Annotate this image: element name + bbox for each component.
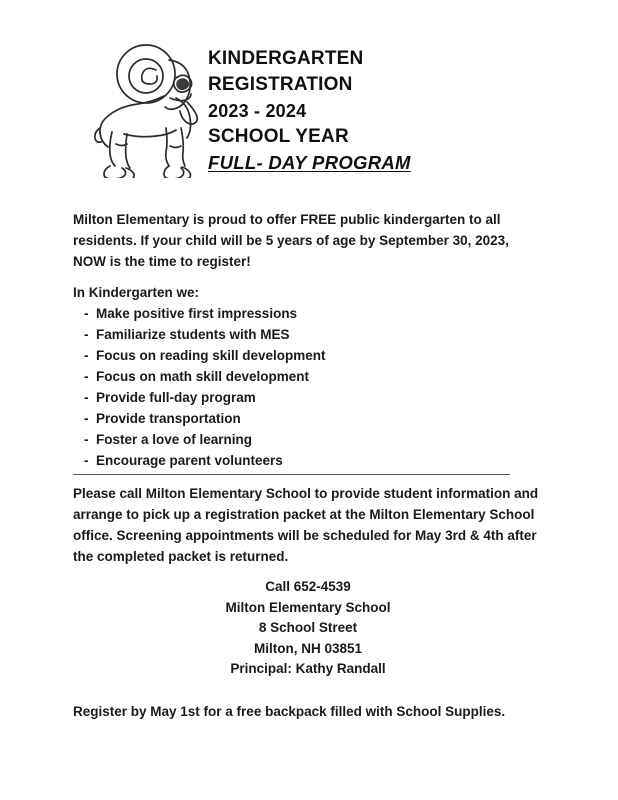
list-item bbox=[73, 345, 543, 366]
bullet-dash-icon: - bbox=[84, 348, 89, 363]
list-item-label: Focus on math skill development bbox=[96, 369, 310, 384]
contact-city-state-zip: Milton, NH 03851 bbox=[253, 640, 363, 656]
header-line-registration: REGISTRATION bbox=[208, 74, 353, 95]
ram-mascot-icon bbox=[86, 36, 208, 178]
header-title-block bbox=[208, 46, 538, 176]
header-line-school-year-range: 2023 - 2024 bbox=[208, 101, 307, 121]
kindergarten-benefits-list bbox=[73, 303, 543, 471]
list-item-label: Make positive first impressions bbox=[96, 306, 298, 321]
list-item-label: Provide transportation bbox=[96, 411, 241, 426]
call-to-action-paragraph: Please call Milton Elementary School to provide student information and arrange to pick up a registration packet at the Milton Elementary School office. Screening appointments will be scheduled for May 3rd & 4th after the completed packet is returned. bbox=[73, 486, 539, 564]
bullet-dash-icon: - bbox=[84, 327, 89, 342]
list-item-label: Provide full-day program bbox=[96, 390, 256, 405]
bullet-dash-icon: - bbox=[84, 369, 89, 384]
list-item bbox=[73, 324, 543, 345]
header-line-school-year: SCHOOL YEAR bbox=[208, 126, 349, 147]
header-line-kindergarten: KINDERGARTEN bbox=[208, 48, 364, 69]
list-item bbox=[73, 429, 543, 450]
list-item bbox=[73, 450, 543, 471]
bullet-dash-icon: - bbox=[84, 306, 89, 321]
list-item-label: Encourage parent volunteers bbox=[96, 453, 283, 468]
contact-school-name: Milton Elementary School bbox=[225, 599, 391, 615]
list-item-label: Foster a love of learning bbox=[96, 432, 253, 447]
list-item-label: Familiarize students with MES bbox=[96, 327, 290, 342]
list-item bbox=[73, 303, 543, 324]
contact-phone: Call 652-4539 bbox=[265, 579, 351, 594]
bullet-dash-icon: - bbox=[84, 390, 89, 405]
bullet-dash-icon: - bbox=[84, 453, 89, 468]
list-item bbox=[73, 366, 543, 387]
section-divider bbox=[73, 474, 510, 475]
flyer-header bbox=[0, 32, 618, 192]
closing-line: Register by May 1st for a free backpack filled with School Supplies. bbox=[73, 704, 506, 719]
header-line-full-day-program: FULL- DAY PROGRAM bbox=[208, 152, 411, 173]
list-item bbox=[73, 408, 543, 429]
contact-street: 8 School Street bbox=[258, 620, 358, 635]
list-item-label: Focus on reading skill development bbox=[96, 348, 326, 363]
bullet-dash-icon: - bbox=[84, 411, 89, 426]
list-item bbox=[73, 387, 543, 408]
bullet-dash-icon: - bbox=[84, 432, 89, 447]
intro-paragraph: Milton Elementary is proud to offer FREE public kindergarten to all residents. If your child will be 5 years of age by September 30, 2023, NOW is the time to register! bbox=[73, 212, 509, 269]
contact-block bbox=[73, 577, 543, 680]
contact-principal: Principal: Kathy Randall bbox=[230, 661, 386, 676]
list-heading: In Kindergarten we: bbox=[73, 285, 200, 300]
